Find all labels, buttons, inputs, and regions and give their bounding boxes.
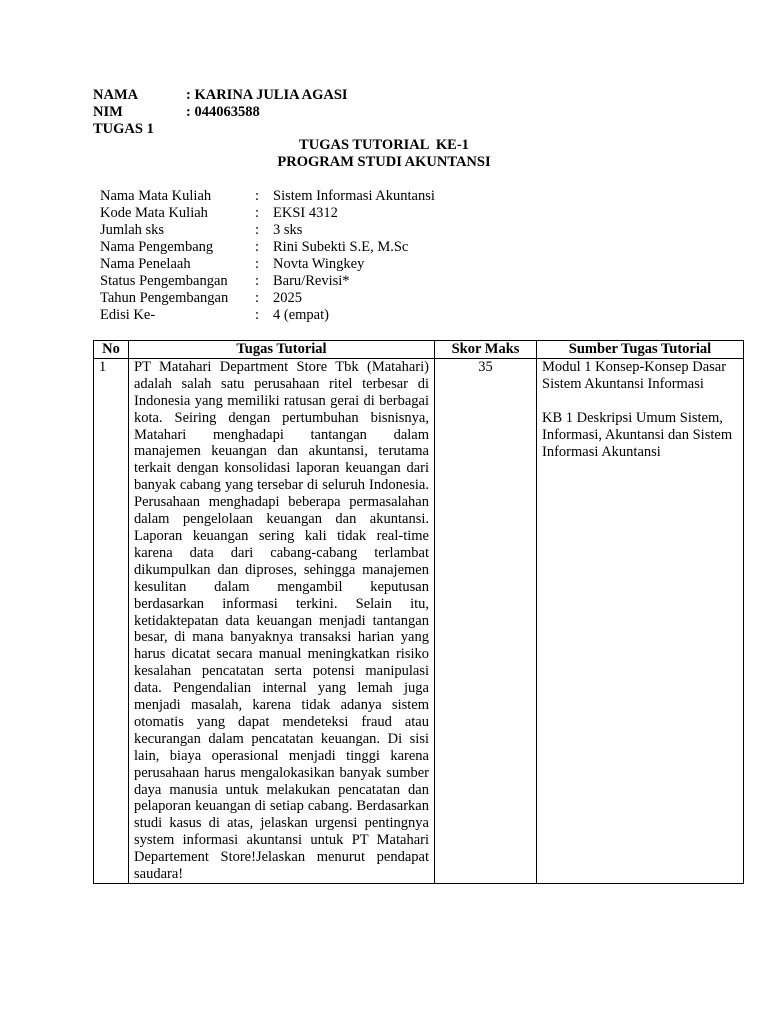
info-key: Nama Pengembang	[100, 239, 214, 255]
info-colon: :	[255, 307, 260, 323]
nama-row	[93, 87, 348, 104]
info-row	[100, 222, 435, 239]
info-row	[100, 273, 435, 290]
info-colon: :	[255, 273, 260, 289]
document-title	[0, 137, 768, 171]
row-task-text: PT Matahari Department Store Tbk (Matahari) adalah salah satu perusahaan ritel terbesar di Indonesia yang memiliki ratusan gerai di berbagai kota. Seiring dengan pertumbuhan bisnisnya, Matahari menghadapi tantangan dalam manajemen keuangan dan akuntansi, terutama terkait dengan konsolidasi laporan keuangan dari banyak cabang yang tersebar di seluruh Indonesia. Perusahaan menghadapi beberapa permasalahan dalam pengelolaan keuangan dan akuntansi. Laporan keuangan sering kali tidak real-time karena data dari cabang-cabang terlambat dikumpulkan dan diproses, sehingga manajemen kesulitan dalam mengambil keputusan berdasarkan informasi terkini. Selain itu, ketidaktepatan data keuangan menjadi tantangan besar, di mana banyaknya transaksi harian yang harus dicatat secara manual meningkatkan risiko kesalahan pencatatan serta potensi manipulasi data. Pengendalian internal yang lemah juga menjadi masalah, karena tidak adanya sistem otomatis yang dapat mendeteksi fraud atau kecurangan dalam pencatatan keuangan. Di sisi lain, biaya operasional menjadi tinggi karena perusahaan harus mengalokasikan banyak sumber daya manusia untuk melakukan pencatatan dan pelaporan keuangan di setiap cabang. Berdasarkan studi kasus di atas, jelaskan urgensi pentingnya system informasi akuntansi untuk PT Matahari Departement Store!Jelaskan menurut pendapat saudara!	[129, 358, 435, 883]
info-key: Nama Penelaah	[100, 256, 191, 272]
nim-label: NIM	[93, 104, 123, 120]
source-module: Modul 1 Konsep-Konsep Dasar Sistem Akuntansi Informasi	[542, 358, 727, 392]
tugas-row	[93, 121, 348, 138]
info-colon: :	[255, 205, 260, 221]
info-row	[100, 239, 435, 256]
info-value: 3 sks	[273, 222, 303, 238]
nama-label: NAMA	[93, 87, 139, 103]
nama-value: : KARINA JULIA AGASI	[186, 87, 348, 103]
info-row	[100, 256, 435, 273]
info-key: Nama Mata Kuliah	[100, 188, 212, 204]
header-skor: Skor Maks	[435, 341, 537, 359]
info-value: Rini Subekti S.E, M.Sc	[273, 239, 409, 255]
info-colon: :	[255, 239, 260, 255]
info-key: Edisi Ke-	[100, 307, 156, 323]
row-skor: 35	[435, 358, 537, 883]
table-header-row	[94, 341, 744, 359]
row-source	[537, 358, 744, 883]
info-value: Novta Wingkey	[273, 256, 365, 272]
info-value: 4 (empat)	[273, 307, 329, 323]
nim-row	[93, 104, 348, 121]
info-key: Jumlah sks	[100, 222, 165, 238]
info-key: Kode Mata Kuliah	[100, 205, 208, 221]
info-key: Tahun Pengembangan	[100, 290, 229, 306]
info-key: Status Pengembangan	[100, 273, 228, 289]
course-info	[100, 188, 435, 324]
info-colon: :	[255, 256, 260, 272]
student-header	[93, 87, 348, 138]
header-no: No	[94, 341, 129, 359]
header-source: Sumber Tugas Tutorial	[537, 341, 744, 359]
info-colon: :	[255, 290, 260, 306]
info-colon: :	[255, 222, 260, 238]
header-task: Tugas Tutorial	[129, 341, 435, 359]
info-value: EKSI 4312	[273, 205, 338, 221]
tugas-label: TUGAS 1	[93, 121, 154, 137]
task-table	[93, 340, 744, 884]
info-colon: :	[255, 188, 260, 204]
row-no: 1	[94, 358, 129, 883]
source-kb: KB 1 Deskripsi Umum Sistem, Informasi, Akuntansi dan Sistem Informasi Akuntansi	[542, 409, 733, 460]
info-value: 2025	[273, 290, 302, 306]
info-row	[100, 188, 435, 205]
title-line-2: PROGRAM STUDI AKUNTANSI	[277, 154, 491, 170]
nim-value: : 044063588	[186, 104, 260, 120]
info-row	[100, 307, 435, 324]
info-value: Sistem Informasi Akuntansi	[273, 188, 435, 204]
table-row	[94, 358, 744, 883]
title-line-1: TUGAS TUTORIAL KE-1	[299, 137, 469, 153]
info-row	[100, 205, 435, 222]
info-value: Baru/Revisi*	[273, 273, 350, 289]
info-row	[100, 290, 435, 307]
